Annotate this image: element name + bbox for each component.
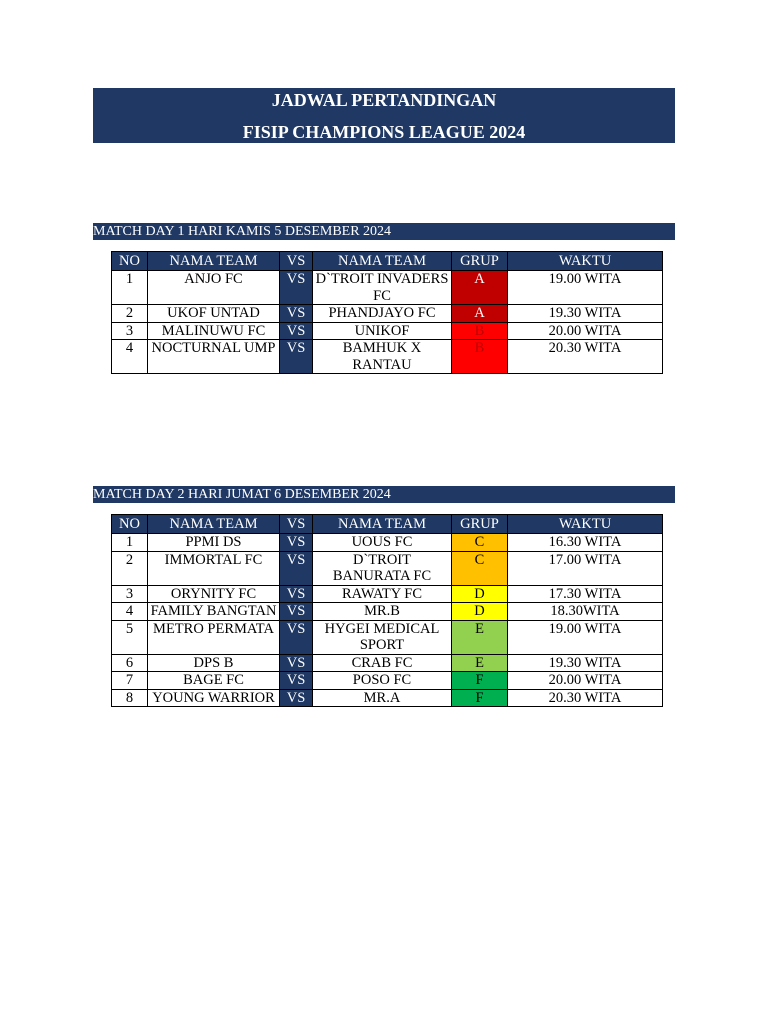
match-time: 17.30 WITA	[508, 585, 663, 603]
group-badge: A	[452, 305, 508, 323]
group-badge: F	[452, 689, 508, 707]
group-badge: E	[452, 654, 508, 672]
col-header-team-away: NAMA TEAM	[313, 252, 452, 271]
home-team: MALINUWU FC	[148, 322, 280, 340]
home-team: UKOF UNTAD	[148, 305, 280, 323]
vs-label: VS	[280, 534, 313, 552]
match-number: 5	[112, 620, 148, 654]
group-badge: B	[452, 340, 508, 374]
matchday-1-heading: MATCH DAY 1 HARI KAMIS 5 DESEMBER 2024	[93, 223, 675, 240]
vs-label: VS	[280, 340, 313, 374]
group-badge: C	[452, 534, 508, 552]
away-team: HYGEI MEDICAL SPORT	[313, 620, 452, 654]
col-header-vs: VS	[280, 252, 313, 271]
away-team: D`TROIT BANURATA FC	[313, 551, 452, 585]
home-team: ANJO FC	[148, 271, 280, 305]
away-team: BAMHUK X RANTAU	[313, 340, 452, 374]
home-team: ORYNITY FC	[148, 585, 280, 603]
table-row	[112, 340, 663, 374]
vs-label: VS	[280, 585, 313, 603]
away-team: UNIKOF	[313, 322, 452, 340]
vs-label: VS	[280, 672, 313, 690]
table-row	[112, 551, 663, 585]
match-number: 1	[112, 271, 148, 305]
table-row	[112, 654, 663, 672]
col-header-no: NO	[112, 252, 148, 271]
match-time: 17.00 WITA	[508, 551, 663, 585]
match-number: 4	[112, 340, 148, 374]
table-row	[112, 322, 663, 340]
home-team: PPMI DS	[148, 534, 280, 552]
home-team: DPS B	[148, 654, 280, 672]
table-row	[112, 534, 663, 552]
match-number: 1	[112, 534, 148, 552]
match-number: 3	[112, 585, 148, 603]
group-badge: C	[452, 551, 508, 585]
away-team: CRAB FC	[313, 654, 452, 672]
group-badge: D	[452, 603, 508, 621]
vs-label: VS	[280, 551, 313, 585]
away-team: POSO FC	[313, 672, 452, 690]
match-time: 20.00 WITA	[508, 322, 663, 340]
table-header-row	[112, 515, 663, 534]
matchday-2-heading: MATCH DAY 2 HARI JUMAT 6 DESEMBER 2024	[93, 486, 675, 503]
match-time: 19.00 WITA	[508, 271, 663, 305]
col-header-no: NO	[112, 515, 148, 534]
col-header-vs: VS	[280, 515, 313, 534]
home-team: NOCTURNAL UMP	[148, 340, 280, 374]
away-team: RAWATY FC	[313, 585, 452, 603]
vs-label: VS	[280, 322, 313, 340]
col-header-team-away: NAMA TEAM	[313, 515, 452, 534]
match-time: 19.30 WITA	[508, 305, 663, 323]
match-number: 8	[112, 689, 148, 707]
group-badge: E	[452, 620, 508, 654]
table-row	[112, 672, 663, 690]
away-team: UOUS FC	[313, 534, 452, 552]
group-badge: A	[452, 271, 508, 305]
table-row	[112, 689, 663, 707]
away-team: PHANDJAYO FC	[313, 305, 452, 323]
match-number: 7	[112, 672, 148, 690]
group-badge: D	[452, 585, 508, 603]
matchday-1-table	[111, 251, 663, 374]
group-badge: F	[452, 672, 508, 690]
vs-label: VS	[280, 271, 313, 305]
table-header-row	[112, 252, 663, 271]
match-number: 6	[112, 654, 148, 672]
table-row	[112, 603, 663, 621]
home-team: METRO PERMATA	[148, 620, 280, 654]
matchday-2-table	[111, 514, 663, 707]
table-row	[112, 271, 663, 305]
col-header-group: GRUP	[452, 515, 508, 534]
match-time: 20.30 WITA	[508, 340, 663, 374]
home-team: BAGE FC	[148, 672, 280, 690]
col-header-team-home: NAMA TEAM	[148, 515, 280, 534]
match-number: 3	[112, 322, 148, 340]
match-time: 19.00 WITA	[508, 620, 663, 654]
table-row	[112, 620, 663, 654]
col-header-time: WAKTU	[508, 252, 663, 271]
match-time: 19.30 WITA	[508, 654, 663, 672]
col-header-time: WAKTU	[508, 515, 663, 534]
home-team: IMMORTAL FC	[148, 551, 280, 585]
match-time: 16.30 WITA	[508, 534, 663, 552]
home-team: YOUNG WARRIOR	[148, 689, 280, 707]
away-team: MR.A	[313, 689, 452, 707]
match-number: 4	[112, 603, 148, 621]
col-header-team-home: NAMA TEAM	[148, 252, 280, 271]
page-title-banner	[93, 88, 675, 143]
vs-label: VS	[280, 620, 313, 654]
table-row	[112, 305, 663, 323]
page-title: JADWAL PERTANDINGAN	[271, 90, 497, 110]
match-time: 18.30WITA	[508, 603, 663, 621]
group-badge: B	[452, 322, 508, 340]
match-number: 2	[112, 551, 148, 585]
vs-label: VS	[280, 689, 313, 707]
table-row	[112, 585, 663, 603]
home-team: FAMILY BANGTAN	[148, 603, 280, 621]
page-subtitle: FISIP CHAMPIONS LEAGUE 2024	[242, 122, 526, 142]
vs-label: VS	[280, 603, 313, 621]
match-time: 20.00 WITA	[508, 672, 663, 690]
away-team: MR.B	[313, 603, 452, 621]
match-time: 20.30 WITA	[508, 689, 663, 707]
col-header-group: GRUP	[452, 252, 508, 271]
vs-label: VS	[280, 305, 313, 323]
away-team: D`TROIT INVADERS FC	[313, 271, 452, 305]
match-number: 2	[112, 305, 148, 323]
vs-label: VS	[280, 654, 313, 672]
